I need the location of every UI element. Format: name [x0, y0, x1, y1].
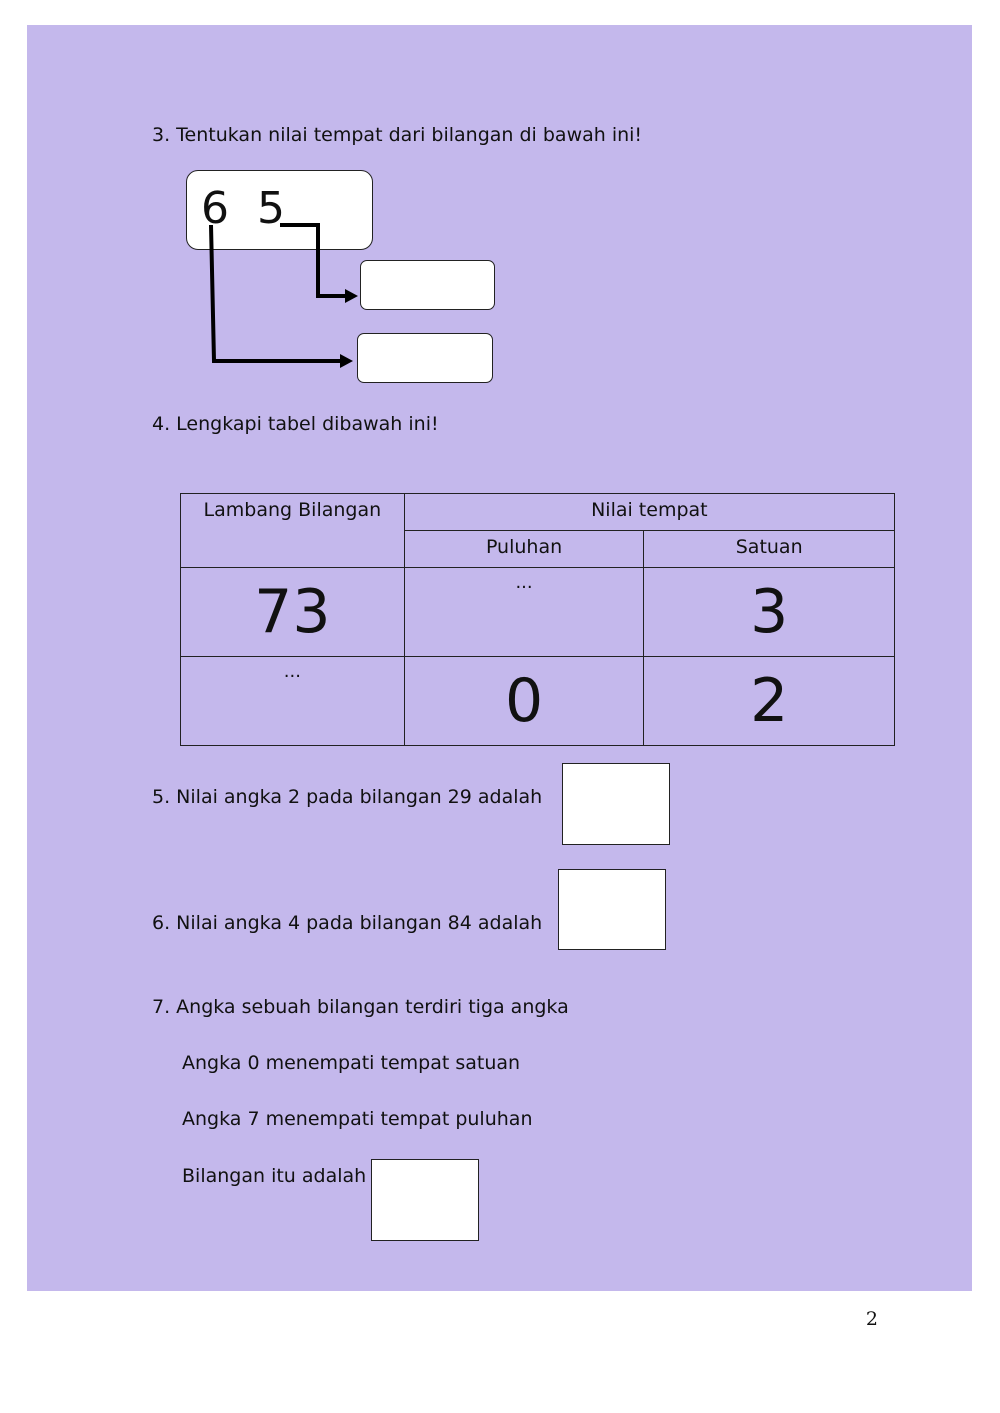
- header-ones: Satuan: [644, 531, 895, 568]
- cell-ones: 3: [644, 568, 895, 657]
- answer-box-tens[interactable]: [357, 333, 493, 383]
- question-6-text: 6. Nilai angka 4 pada bilangan 84 adalah: [152, 912, 543, 934]
- table-row: [181, 657, 895, 746]
- digit-ones: 5: [257, 183, 285, 234]
- answer-box-q7[interactable]: [371, 1159, 479, 1241]
- page-number: 2: [865, 1308, 878, 1330]
- question-7-text: 7. Angka sebuah bilangan terdiri tiga angka: [152, 996, 569, 1018]
- cell-symbol-blank[interactable]: ...: [181, 657, 405, 746]
- digit-tens: 6: [201, 183, 229, 234]
- place-value-arrows: [0, 0, 1000, 420]
- answer-box-q6[interactable]: [558, 869, 666, 950]
- question-7-line-1: Angka 0 menempati tempat satuan: [182, 1052, 521, 1074]
- header-symbol: Lambang Bilangan: [181, 494, 405, 568]
- place-value-table: [180, 493, 895, 746]
- table-row: [181, 568, 895, 657]
- arrow-head-tens: [340, 354, 353, 368]
- question-4-text: 4. Lengkapi tabel dibawah ini!: [152, 413, 439, 435]
- answer-box-ones[interactable]: [360, 260, 495, 310]
- cell-tens-blank[interactable]: ...: [404, 568, 644, 657]
- arrow-head-ones: [345, 289, 358, 303]
- question-7-line-3: Bilangan itu adalah: [182, 1165, 367, 1187]
- cell-ones: 2: [644, 657, 895, 746]
- answer-box-q5[interactable]: [562, 763, 670, 845]
- header-tens: Puluhan: [404, 531, 644, 568]
- header-place-value: Nilai tempat: [404, 494, 894, 531]
- arrow-tens: [211, 225, 340, 361]
- question-3-text: 3. Tentukan nilai tempat dari bilangan di bawah ini!: [152, 124, 643, 146]
- cell-symbol: 73: [181, 568, 405, 657]
- question-5-text: 5. Nilai angka 2 pada bilangan 29 adalah: [152, 786, 543, 808]
- cell-tens: 0: [404, 657, 644, 746]
- arrow-ones: [280, 225, 345, 296]
- question-7-line-2: Angka 7 menempati tempat puluhan: [182, 1108, 533, 1130]
